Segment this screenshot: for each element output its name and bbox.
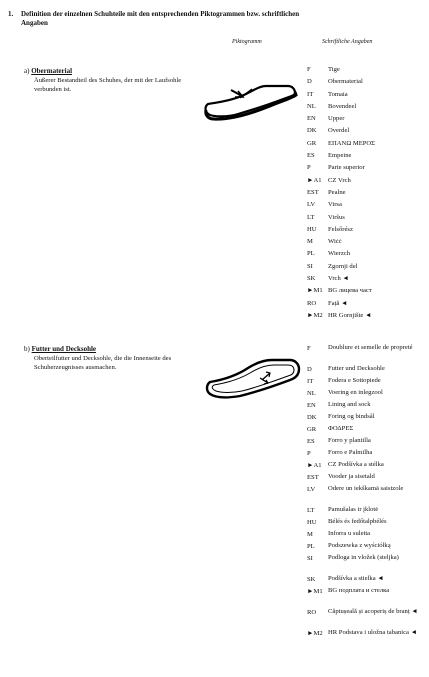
lang-value: Forro e Palmilha <box>328 449 373 456</box>
lang-value: Podšívka a stielka ◄ <box>328 575 384 582</box>
lang-code: ES <box>307 438 315 445</box>
entry-row <box>307 150 425 162</box>
section-b-name: Futter und Decksohle <box>31 345 97 353</box>
lang-value: Wierzch <box>328 250 351 258</box>
entry-row <box>307 199 425 211</box>
entry-row <box>307 212 425 224</box>
entry-row <box>307 628 425 649</box>
lang-value: Căptușeală și acoperiș de branț ◄ <box>328 608 418 615</box>
lang-value: Forro y plantilla <box>328 437 371 444</box>
lang-value: Pealne <box>328 188 346 196</box>
entry-row <box>307 248 425 260</box>
lang-value: ΕΠΑΝΩ ΜΕΡΟΣ <box>328 139 376 147</box>
lang-code: LV <box>307 201 316 209</box>
lang-code: SI <box>307 262 313 270</box>
lang-value: Lining and sock <box>328 401 371 408</box>
lang-code: PL <box>307 250 315 258</box>
entry-row <box>307 517 425 529</box>
lang-code: LV <box>307 486 316 493</box>
column-header-written: Schriftliche Angaben <box>322 39 373 45</box>
lang-code: ►M2 <box>307 311 323 319</box>
lang-code: PL <box>307 543 315 550</box>
lang-value: Futter und Decksohle <box>328 365 385 372</box>
lang-code: IT <box>307 90 314 98</box>
heading-text: Definition der einzelnen Schuhteile mit den entsprechenden Piktogrammen bzw. schriftlichen Angaben <box>21 10 300 27</box>
shoe-lining-icon <box>204 356 304 402</box>
lang-code: RO <box>307 299 317 307</box>
entry-row <box>307 376 425 388</box>
entry-row <box>307 436 425 448</box>
entry-row <box>307 364 425 376</box>
lang-value: Voering en inlegzool <box>328 389 383 396</box>
lang-code: ►M1 <box>307 287 323 295</box>
lang-value: Vrch ◄ <box>328 275 349 283</box>
entry-row <box>307 529 425 541</box>
lang-code: DK <box>307 127 317 135</box>
lang-code: ►A1 <box>307 462 322 469</box>
section-a-letter: a) <box>24 67 30 75</box>
lang-value: Doublure et semelle de propreté <box>328 344 413 351</box>
section-a-entries <box>307 64 425 322</box>
entry-row <box>307 273 425 285</box>
entry-row <box>307 113 425 125</box>
shoe-upper-arrow-icon <box>200 78 300 126</box>
lang-value: Odere un iekškamā saistzole <box>328 485 404 492</box>
lang-code: RO <box>307 609 317 616</box>
lang-value: Fodera e Sottopiede <box>328 377 381 384</box>
lang-value: HR Gornjište ◄ <box>328 311 372 319</box>
lang-value: Tomaia <box>328 90 348 98</box>
lang-code: IT <box>307 378 314 385</box>
lang-value: Foring og bindsål <box>328 413 375 420</box>
lang-value: Bovendeel <box>328 102 357 110</box>
lang-code: NL <box>307 102 316 110</box>
lang-value: BG подплата и стелка <box>328 587 390 594</box>
lang-code: EST <box>307 474 319 481</box>
lang-code: P <box>307 450 311 457</box>
lang-code: EST <box>307 188 319 196</box>
lang-code: LT <box>307 213 315 221</box>
section-b-entries <box>307 343 425 649</box>
column-header-pictogram: Piktogramm <box>232 39 262 45</box>
lang-value: Viršus <box>328 213 345 221</box>
entry-row <box>307 400 425 412</box>
lang-value: Upper <box>328 115 345 123</box>
lang-code: HU <box>307 519 317 526</box>
section-b-letter: b) <box>24 345 30 353</box>
entry-row <box>307 505 425 517</box>
entry-row <box>307 460 425 472</box>
lang-code: GR <box>307 426 317 433</box>
entry-row <box>307 553 425 574</box>
lang-code: DK <box>307 414 317 421</box>
entry-row <box>307 138 425 150</box>
entry-row <box>307 412 425 424</box>
lang-code: D <box>307 366 312 373</box>
entry-row <box>307 541 425 553</box>
lang-value: Virsa <box>328 201 342 209</box>
lang-value: ΦΟΔΡΕΣ <box>328 425 354 432</box>
lang-value: Felsőrész <box>328 225 353 233</box>
entry-row <box>307 298 425 310</box>
lang-value: Wiċċ <box>328 238 342 246</box>
lang-value: Inforra u suletta <box>328 530 371 537</box>
lang-code: GR <box>307 139 317 147</box>
lang-code: ►M2 <box>307 630 323 637</box>
lang-code: SK <box>307 576 316 583</box>
entry-row <box>307 261 425 273</box>
entry-row <box>307 187 425 199</box>
entry-row <box>307 236 425 248</box>
lang-code: D <box>307 78 312 86</box>
lang-value: Bélés és fedőtalpbélés <box>328 518 387 525</box>
lang-code: SI <box>307 555 313 562</box>
section-a-title <box>24 67 72 75</box>
lang-value: Empeine <box>328 152 352 160</box>
entry-row <box>307 285 425 297</box>
entry-row <box>307 224 425 236</box>
lang-value: Zgornji del <box>328 262 358 270</box>
lang-value: Tige <box>328 66 340 73</box>
lang-code: F <box>307 345 311 352</box>
lang-value: CZ Podšívka a stélka <box>328 461 384 468</box>
lang-code: LT <box>307 507 315 514</box>
lang-code: M <box>307 531 313 538</box>
entry-row <box>307 448 425 460</box>
lang-code: F <box>307 66 311 73</box>
section-b-description: Oberteilfutter und Decksohle, die die Innenseite des Schuherzeugnisses ausmachen. <box>34 355 172 371</box>
lang-code: ►M1 <box>307 588 323 595</box>
entry-row <box>307 607 425 628</box>
entry-row <box>307 175 425 187</box>
lang-code: EN <box>307 402 316 409</box>
entry-row <box>307 388 425 400</box>
lang-code: NL <box>307 390 316 397</box>
entry-row <box>307 101 425 113</box>
lang-value: Parte superior <box>328 164 365 172</box>
lang-code: HU <box>307 225 317 233</box>
lang-code: SK <box>307 275 316 283</box>
lang-code: EN <box>307 115 316 123</box>
entry-row <box>307 484 425 505</box>
lang-value: Overdel <box>328 127 350 135</box>
entry-row <box>307 89 425 101</box>
section-b-title <box>24 345 96 353</box>
entry-row <box>307 574 425 586</box>
entry-row <box>307 310 425 322</box>
lang-value: Obermaterial <box>328 78 363 86</box>
lang-value: CZ Vrch <box>328 176 351 184</box>
lang-value: Pamušalas ir įklotė <box>328 506 379 513</box>
entry-row <box>307 162 425 174</box>
section-a-name: Obermaterial <box>31 67 73 75</box>
lang-code: ES <box>307 152 315 160</box>
entry-row <box>307 472 425 484</box>
lang-code: P <box>307 164 311 172</box>
lang-value: HR Podstava i uložna tabanica ◄ <box>328 629 418 636</box>
section-a-description: Äußerer Bestandteil des Schuhes, der mit der Laufsohle verbunden ist. <box>34 77 182 93</box>
entry-row <box>307 64 425 76</box>
entry-row <box>307 586 425 607</box>
lang-code: M <box>307 238 313 246</box>
entry-row <box>307 76 425 88</box>
lang-code: ►A1 <box>307 176 322 184</box>
entry-row <box>307 343 425 364</box>
lang-value: Vooder ja sisetald <box>328 473 375 480</box>
lang-value: Față ◄ <box>328 299 348 307</box>
entry-row <box>307 424 425 436</box>
lang-value: Podszewka z wyściółką <box>328 542 391 549</box>
heading-number: 1. <box>8 10 14 18</box>
lang-value: BG лицева част <box>328 287 372 295</box>
lang-value: Podloga in vložek (steljka) <box>328 554 399 561</box>
entry-row <box>307 125 425 137</box>
